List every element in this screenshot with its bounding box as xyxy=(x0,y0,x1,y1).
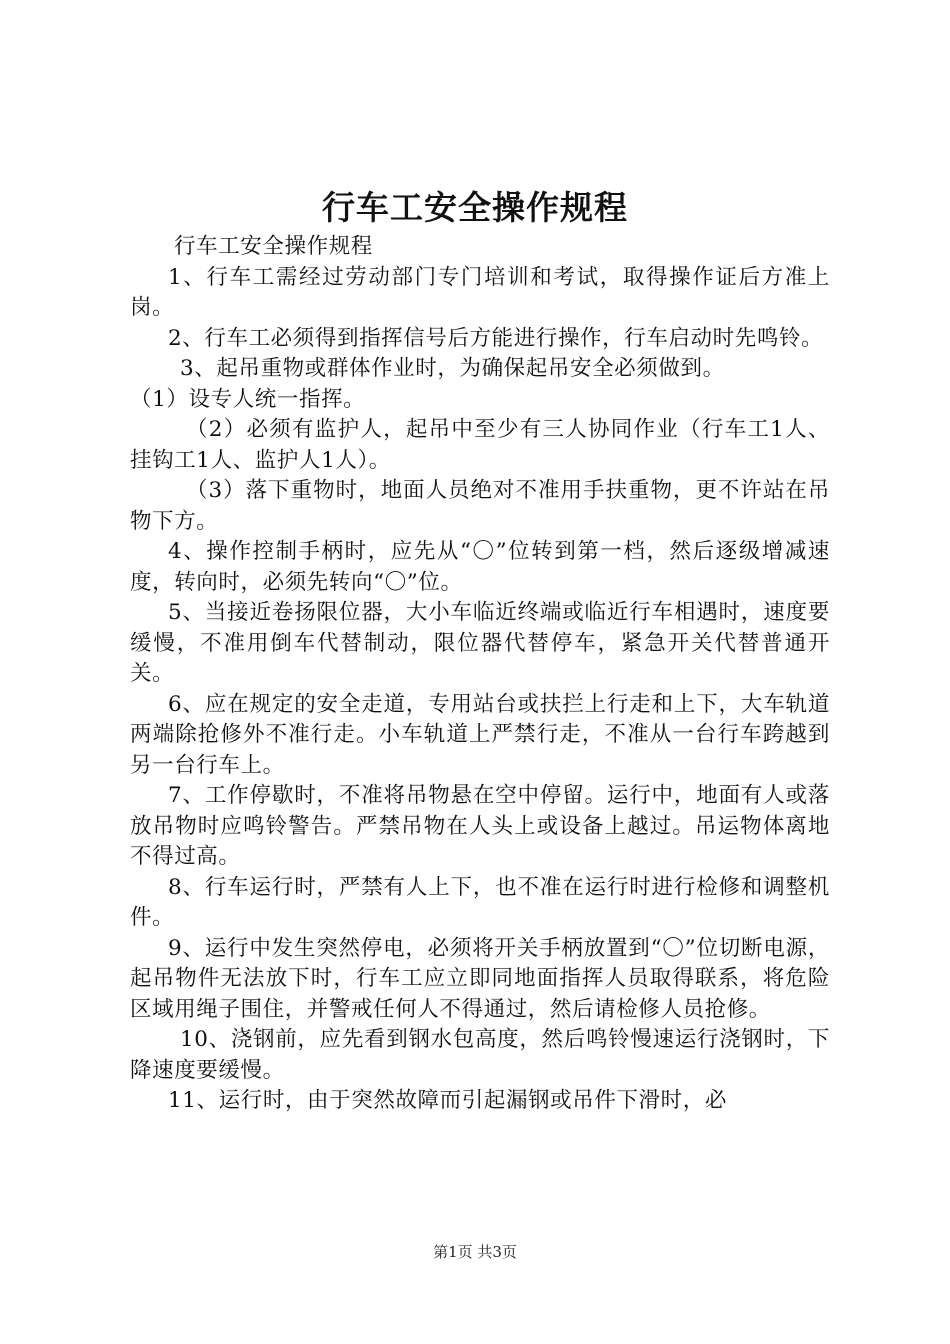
document-title: 行车工安全操作规程 xyxy=(322,188,628,227)
rule-9-paragraph: 9、运行中发生突然停电，必须将开关手柄放置到“〇”位切断电源，起吊物件无法放下时，行车工应立即同地面指挥人员取得联系，将危险区域用绳子围住，并警戒任何人不得通过，然后请检修人员抢修。 xyxy=(130,935,830,1022)
rule-3-item-1-paragraph: （1）设专人统一指挥。 xyxy=(130,386,366,412)
rule-11-paragraph: 11、运行时，由于突然故障而引起漏钢或吊件下滑时，必 xyxy=(168,1088,727,1113)
rule-8-paragraph: 8、行车运行时，严禁有人上下，也不准在运行时进行检修和调整机件。 xyxy=(130,874,830,930)
document-body xyxy=(130,232,830,1117)
rule-3-item-3-paragraph: （3）落下重物时，地面人员绝对不准用手扶重物，更不许站在吊物下方。 xyxy=(130,478,830,534)
rule-6-paragraph: 6、应在规定的安全走道，专用站台或扶拦上行走和上下，大车轨道两端除抢修外不准行走。小车轨道上严禁行走，不准从一台行车跨越到另一台行车上。 xyxy=(130,691,830,778)
rule-3-paragraph: 3、起吊重物或群体作业时，为确保起吊安全必须做到。 xyxy=(180,356,725,381)
rule-7-paragraph: 7、工作停歇时，不准将吊物悬在空中停留。运行中，地面有人或落放吊物时应鸣铃警告。严禁吊物在人头上或设备上越过。吊运物体离地不得过高。 xyxy=(130,783,830,869)
rule-4-paragraph: 4、操作控制手柄时，应先从“〇”位转到第一档，然后逐级增减速度，转向时，必须先转向“〇”位。 xyxy=(130,539,830,595)
rule-2-paragraph: 2、行车工必须得到指挥信号后方能进行操作，行车启动时先鸣铃。 xyxy=(168,325,824,351)
rule-10-paragraph: 10、浇钢前，应先看到钢水包高度，然后鸣铃慢速运行浇钢时，下降速度要缓慢。 xyxy=(130,1027,830,1083)
rule-3-item-2-paragraph: （2）必须有监护人，起吊中至少有三人协同作业（行车工1人、挂钩工1人、监护人1人）。 xyxy=(130,417,830,473)
page-number-footer: 第1页 共3页 xyxy=(433,1243,517,1261)
rule-1-paragraph: 1、行车工需经过劳动部门专门培训和考试，取得操作证后方准上岗。 xyxy=(130,264,830,320)
subtitle-paragraph: 行车工安全操作规程 xyxy=(174,234,373,259)
rule-5-paragraph: 5、当接近卷扬限位器，大小车临近终端或临近行车相遇时，速度要缓慢，不准用倒车代替制动，限位器代替停车，紧急开关代替普通开关。 xyxy=(130,600,830,686)
